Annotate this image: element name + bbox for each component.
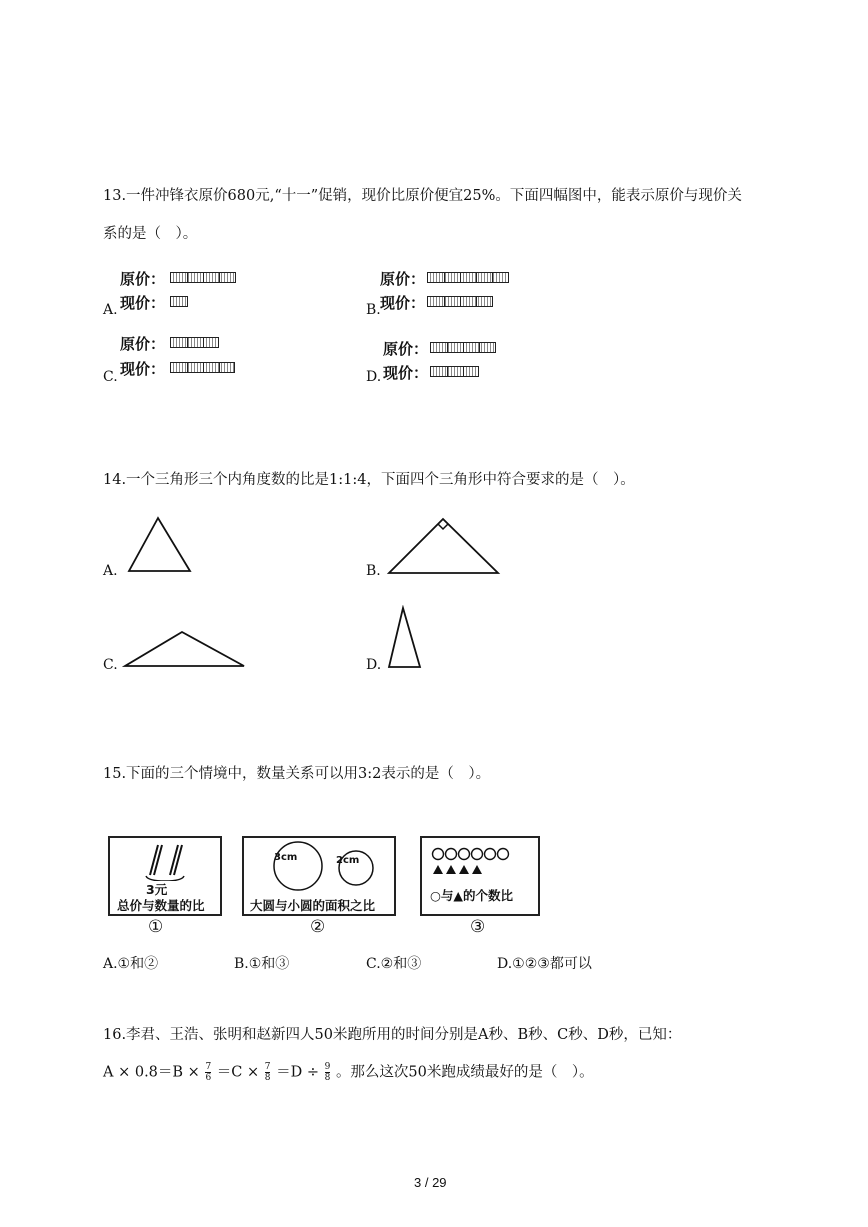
option-label: D. — [366, 369, 382, 385]
option-label: A. — [103, 302, 118, 318]
scene-1-number: ① — [148, 917, 164, 937]
page-number: 3 / 29 — [414, 1175, 447, 1190]
option-label: D. — [366, 657, 382, 673]
q15-text: 15.下面的三个情境中，数量关系可以用3:2表示的是（ ）。 — [103, 766, 491, 782]
scene-2-caption: 大圆与小圆的面积之比 — [250, 898, 376, 913]
equation-part-a: A × 0.8＝B × — [103, 1064, 200, 1081]
scene-1-box — [108, 836, 222, 916]
pencils-icon — [140, 841, 190, 881]
big-circle-radius: 3cm — [274, 852, 298, 863]
q14-text: 14.一个三角形三个内角度数的比是1:1:4，下面四个三角形中符合要求的是（ ）。 — [103, 472, 635, 488]
scene-2-number: ② — [310, 917, 326, 937]
obtuse-triangle-icon — [122, 628, 248, 670]
option-label: A. — [103, 563, 118, 579]
price-label: 3元 — [146, 882, 168, 897]
fraction-7-6: $\frac{7}{6}$ — [205, 1062, 212, 1083]
fraction-7-8: $\frac{7}{8}$ — [264, 1062, 271, 1083]
q15-option-b[interactable]: B.①和③ — [234, 956, 290, 972]
orig-price-bar — [170, 272, 236, 283]
now-price-bar — [430, 366, 479, 377]
q15-option-c[interactable]: C.②和③ — [366, 956, 422, 972]
option-label: B. — [366, 302, 381, 318]
circles-triangles-icon — [430, 846, 530, 880]
orig-price-bar — [170, 337, 219, 348]
scene-3-box — [420, 836, 540, 916]
q15-option-d[interactable]: D.①②③都可以 — [497, 956, 592, 972]
equation-part-d: ＝D ÷ — [276, 1064, 319, 1081]
small-circle-radius: 2cm — [336, 855, 360, 866]
option-label: C. — [103, 369, 118, 385]
now-price-label: 现价： — [120, 294, 166, 312]
scene-1-caption: 总价与数量的比 — [117, 898, 205, 913]
scene-2-box — [242, 836, 396, 916]
fraction-9-8: $\frac{9}{8}$ — [324, 1062, 331, 1083]
equilateral-triangle-icon — [126, 515, 196, 575]
orig-price-label: 原价： — [120, 335, 166, 353]
scene-3-number: ③ — [470, 917, 486, 937]
q16-line1: 16.李君、王浩、张明和赵新四人50米跑所用的时间分别是A秒、B秒、C秒、D秒，已知： — [103, 1027, 682, 1043]
option-label: B. — [366, 563, 381, 579]
orig-price-label: 原价： — [120, 270, 166, 288]
q15-option-a[interactable]: A.①和② — [103, 956, 159, 972]
orig-price-label: 原价： — [380, 270, 426, 288]
now-price-label: 现价： — [120, 360, 166, 378]
circles-icon — [254, 840, 384, 892]
scene-3-caption: ○与▲的个数比 — [430, 888, 514, 903]
orig-price-bar — [427, 272, 509, 283]
orig-price-label: 原价： — [383, 340, 429, 358]
now-price-bar — [170, 362, 235, 373]
q16-line2 — [103, 1062, 594, 1083]
now-price-bar — [170, 296, 188, 307]
orig-price-bar — [430, 342, 496, 353]
equation-part-c: ＝C × — [216, 1064, 260, 1081]
now-price-bar — [427, 296, 493, 307]
q16-question-tail: 。那么这次50米跑成绩最好的是（ ）。 — [335, 1064, 594, 1081]
q13-line2: 系的是（ ）。 — [103, 226, 198, 242]
now-price-label: 现价： — [380, 294, 426, 312]
q13-line1: 13.一件冲锋衣原价680元,“十一”促销，现价比原价便宜25%。下面四幅图中，能表示原价与现价关 — [103, 188, 742, 204]
acute-narrow-triangle-icon — [385, 605, 425, 671]
now-price-label: 现价： — [383, 364, 429, 382]
option-label: C. — [103, 657, 118, 673]
right-isosceles-triangle-icon — [386, 515, 504, 577]
